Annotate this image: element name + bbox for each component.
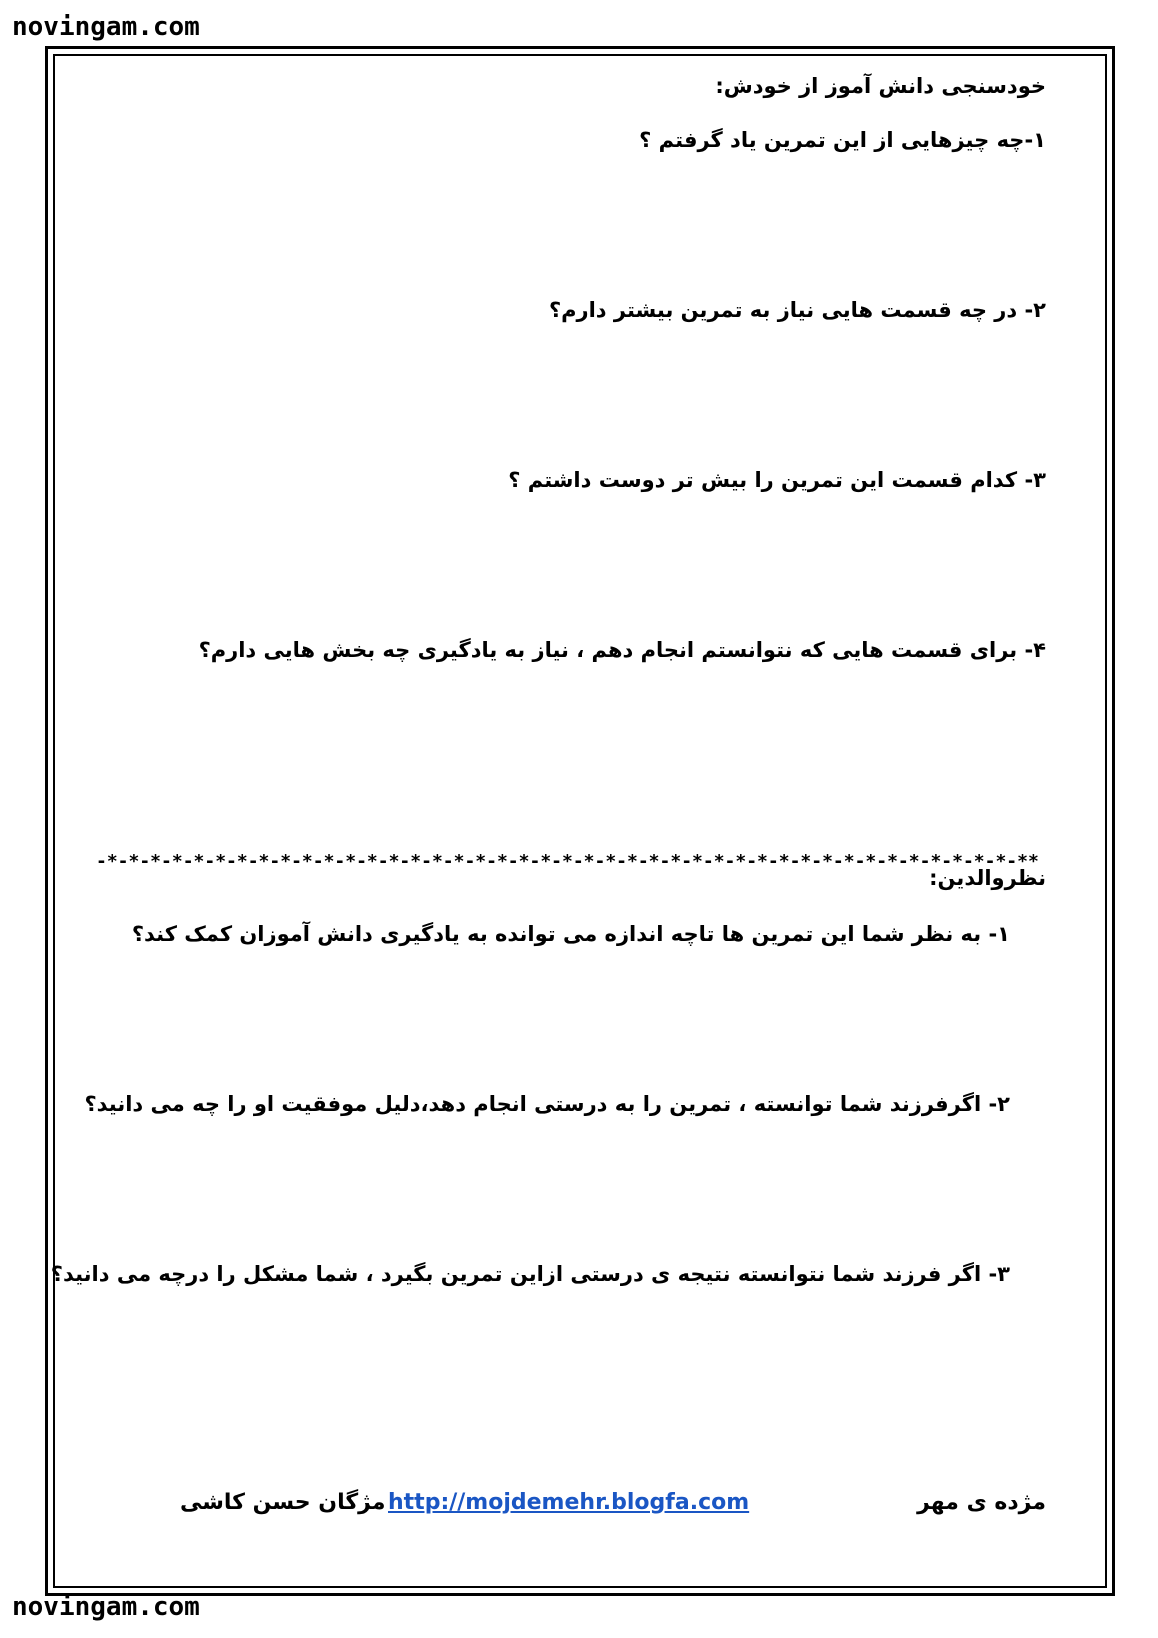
watermark-top: novingam.com xyxy=(12,12,200,42)
section-separator: -*-*-*-*-*-*-*-*-*-*-*-*-*-*-*-*-*-*-*-*-*-*-*-*-*-*-*-*-*-*-*-*-*-*-*-*-*-*-*-*-*-*-** xyxy=(96,851,1039,872)
footer-author: مژگان حسن کاشی xyxy=(180,1490,386,1515)
watermark-bottom: novingam.com xyxy=(12,1592,200,1622)
page-border-inner xyxy=(50,54,1107,1588)
parent-question-2: ۲- اگرفرزند شما توانسته ، تمرین را به درستی انجام دهد،دلیل موفقیت او را چه می دانید؟ xyxy=(84,1092,1010,1116)
self-question-3: ۳- کدام قسمت این تمرین را بیش تر دوست داشتم ؟ xyxy=(508,468,1046,492)
footer-brand: مژده ی مهر xyxy=(917,1490,1046,1515)
self-assessment-title: خودسنجی دانش آموز از خودش: xyxy=(715,74,1046,98)
parent-question-3: ۳- اگر فرزند شما نتوانسته نتیجه ی درستی ازاین تمرین بگیرد ، شما مشکل را درچه می دانید؟ xyxy=(50,1262,1010,1286)
parents-title: نظروالدین: xyxy=(929,866,1046,890)
self-question-2: ۲- در چه قسمت هایی نیاز به تمرین بیشتر دارم؟ xyxy=(548,298,1046,322)
self-question-1: ۱-چه چیزهایی از این تمرین یاد گرفتم ؟ xyxy=(639,128,1046,152)
self-question-4: ۴- برای قسمت هایی که نتوانستم انجام دهم ، نیاز به یادگیری چه بخش هایی دارم؟ xyxy=(198,638,1046,662)
footer-blog-link[interactable]: http://mojdemehr.blogfa.com xyxy=(388,1490,750,1515)
parent-question-1: ۱- به نظر شما این تمرین ها تاچه اندازه می توانده به یادگیری دانش آموزان کمک کند؟ xyxy=(131,922,1010,946)
